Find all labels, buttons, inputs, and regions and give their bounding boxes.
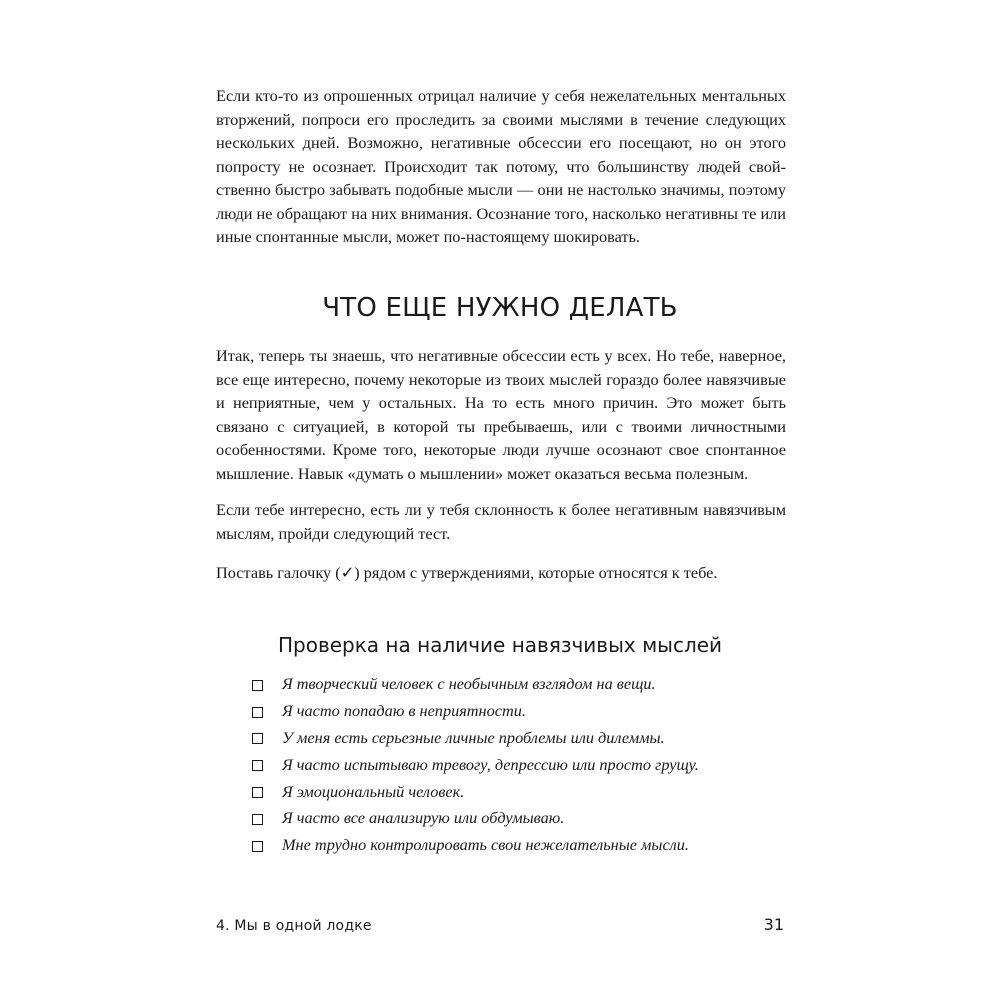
- footer-chapter-title: 4. Мы в одной лодке: [216, 918, 372, 934]
- checkbox-icon[interactable]: [252, 733, 263, 744]
- checklist-item-text: Я эмоциональный человек.: [282, 781, 465, 801]
- checklist-item-text: Я творческий человек с необычным взглядом на вещи.: [282, 674, 656, 694]
- checklist-item: [252, 671, 792, 698]
- checklist-item-text: Я часто попадаю в неприятности.: [282, 701, 526, 721]
- checklist-item: [252, 751, 792, 778]
- checklist-item-text: Мне трудно контролировать свои нежелательные мысли.: [282, 835, 689, 855]
- paragraph-instruction: Поставь галочку (✓) рядом с утверждениями, которые относятся к тебе.: [216, 563, 718, 582]
- section-heading: ЧТО ЕЩЕ НУЖНО ДЕЛАТЬ: [322, 293, 678, 323]
- checkbox-icon[interactable]: [252, 787, 263, 798]
- checklist-item: [252, 805, 792, 832]
- checkbox-icon[interactable]: [252, 841, 263, 852]
- checklist-item: [252, 725, 792, 752]
- checklist-item: [252, 778, 792, 805]
- checklist-title: Проверка на наличие навязчивых мыслей: [277, 633, 723, 657]
- checklist-item: [252, 698, 792, 725]
- paragraph-explanation: Итак, теперь ты знаешь, что негативные обсессии есть у всех. Но тебе, наверное, все еще интересно, почему некоторые из твоих мыслей гораздо более навязчивые и неприятные, чем у остальных. На то есть много причин. Это может быть связано с ситуацией, в которой ты пребываешь, или с твоими личностными особенностями. Кроме того, некоторые люди лучше осознают свое спонтанное мышление. Навык «думать о мышлении» может оказаться весьма полезным.: [216, 346, 786, 483]
- checkbox-icon[interactable]: [252, 680, 263, 691]
- paragraph-test-intro: Если тебе интересно, есть ли у тебя склонность к более негативным навязчивым мыслям, пройди следующий тест.: [216, 500, 786, 543]
- checklist: [252, 671, 792, 859]
- checklist-item-text: Я часто испытываю тревогу, депрессию или просто грущу.: [282, 754, 699, 774]
- page-number: 31: [763, 915, 784, 934]
- checklist-item: [252, 832, 792, 859]
- checklist-item-text: Я часто все анализирую или обдумываю.: [282, 808, 565, 828]
- paragraph-intro: Если кто-то из опрошенных отрицал наличие у себя нежелательных ментальных вторжений, попроси его проследить за своими мыслями в течение следующих нескольких дней. Возможно, негативные обсессии его посещают, но он этого попросту не осознает. Происходит так потому, что большинству людей свойственно быстро забывать подобные мысли — они не настолько значимы, поэтому люди не обращают на них внимания. Осознание того, насколько негативны те или иные спонтанные мысли, может по-настоящему шокировать.: [216, 86, 786, 246]
- checkbox-icon[interactable]: [252, 814, 263, 825]
- checkbox-icon[interactable]: [252, 707, 263, 718]
- checklist-item-text: У меня есть серьезные личные проблемы или дилеммы.: [282, 727, 665, 747]
- checkbox-icon[interactable]: [252, 760, 263, 771]
